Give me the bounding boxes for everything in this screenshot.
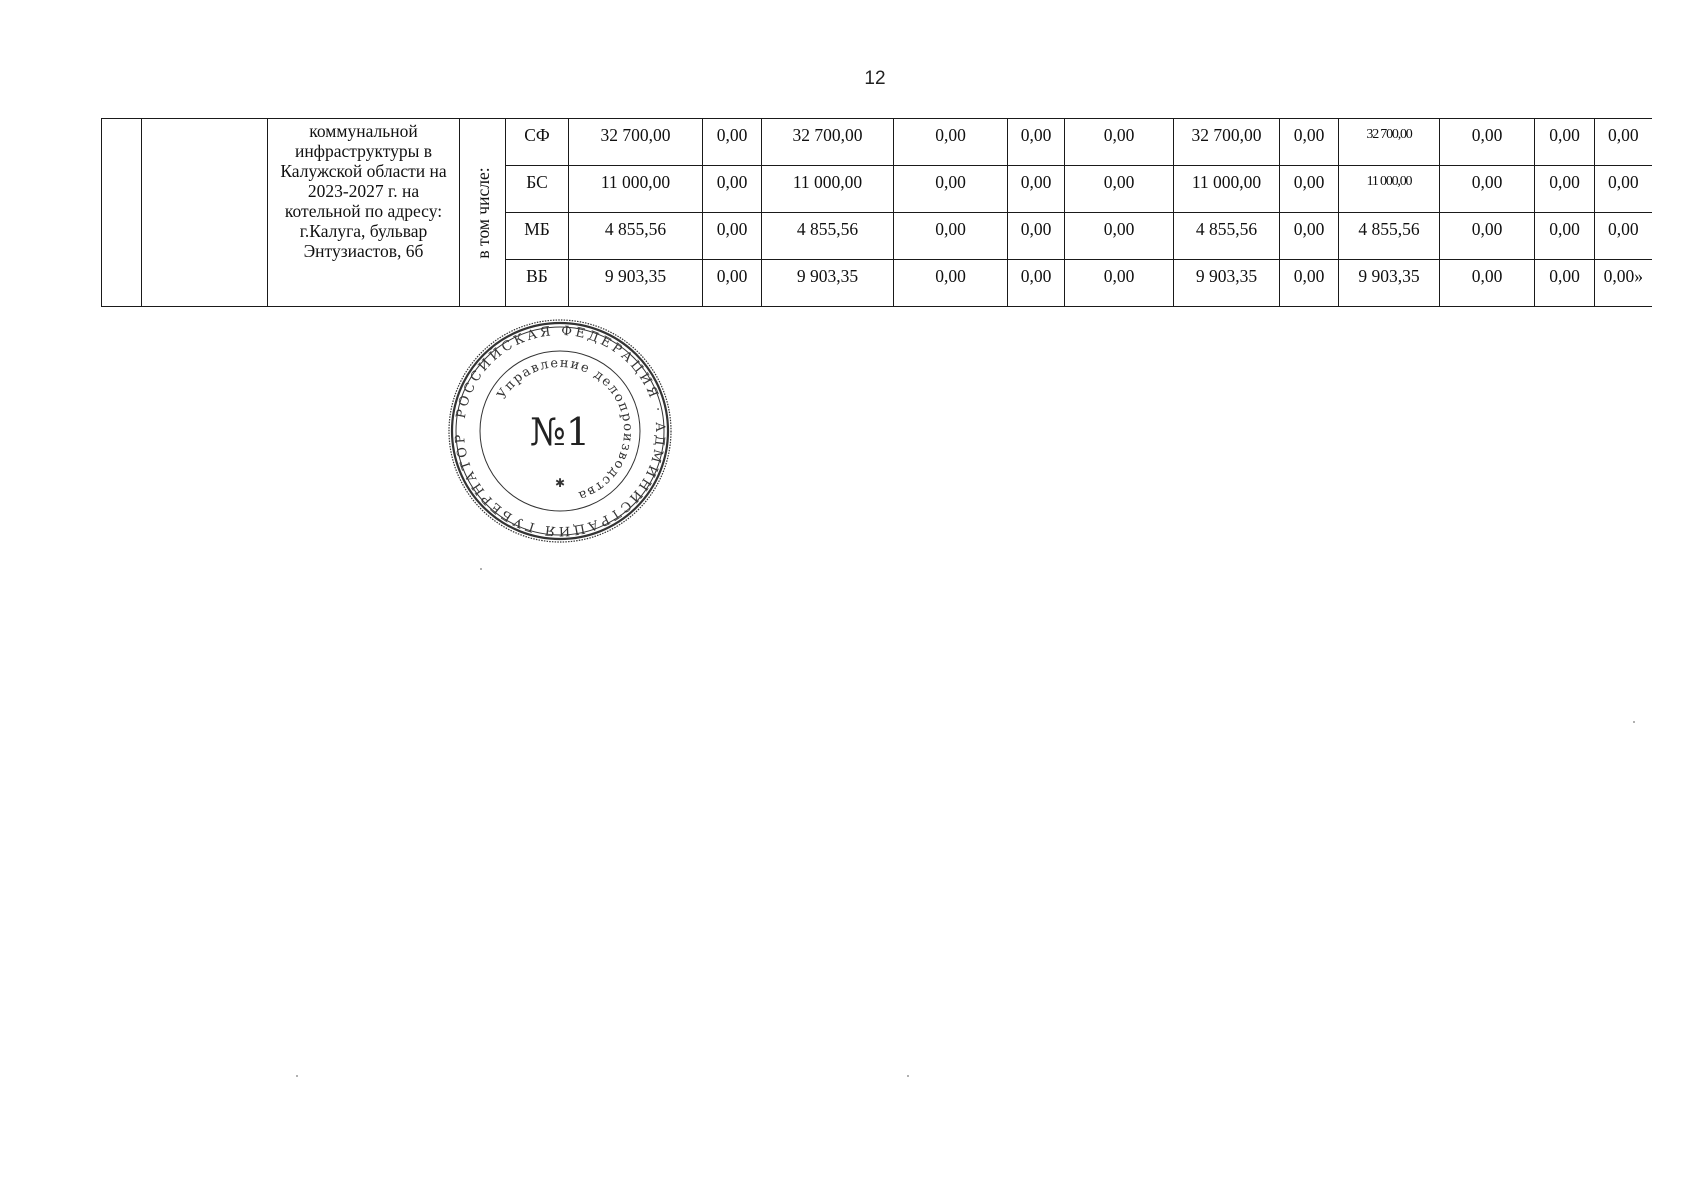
value-cell: 0,00 [1008, 260, 1065, 307]
scan-speck [296, 1075, 298, 1077]
value-cell: 0,00 [1280, 213, 1339, 260]
scan-speck [907, 1075, 909, 1077]
value-cell: 4 855,56 [762, 213, 894, 260]
official-seal [446, 317, 674, 545]
value-cell: 32 700,00 [1339, 119, 1440, 166]
value-cell: 0,00 [894, 119, 1008, 166]
financing-table [101, 118, 1652, 307]
value-cell: 0,00 [703, 213, 762, 260]
value-cell: 9 903,35 [569, 260, 703, 307]
value-cell: 0,00 [894, 166, 1008, 213]
seal-inner-text: Управление делопроизводства [494, 355, 636, 504]
value-cell: 11 000,00 [762, 166, 894, 213]
seal-stamp-icon [446, 317, 674, 545]
value-cell: 4 855,56 [1174, 213, 1280, 260]
value-cell: 0,00 [1595, 119, 1652, 166]
value-cell: 11 000,00 [569, 166, 703, 213]
value-cell: 0,00 [703, 260, 762, 307]
value-cell: 0,00 [1008, 166, 1065, 213]
value-cell: 4 855,56 [1339, 213, 1440, 260]
value-cell: 0,00 [1535, 119, 1595, 166]
value-cell: 0,00» [1595, 260, 1652, 307]
page-number: 12 [864, 68, 886, 89]
table-row [102, 119, 1652, 166]
source-label: МБ [506, 213, 569, 260]
value-cell: 32 700,00 [569, 119, 703, 166]
value-cell: 0,00 [1008, 213, 1065, 260]
value-cell: 0,00 [894, 213, 1008, 260]
value-cell: 0,00 [1535, 260, 1595, 307]
value-cell: 0,00 [1065, 119, 1174, 166]
value-cell: 0,00 [1065, 260, 1174, 307]
scan-speck [1633, 721, 1635, 723]
value-cell: 0,00 [1535, 213, 1595, 260]
value-cell: 0,00 [1280, 166, 1339, 213]
value-cell: 0,00 [1065, 213, 1174, 260]
value-cell: 0,00 [1280, 119, 1339, 166]
value-cell: 0,00 [1065, 166, 1174, 213]
source-label: БС [506, 166, 569, 213]
value-cell: 0,00 [1440, 260, 1535, 307]
value-cell: 0,00 [703, 166, 762, 213]
scan-speck [480, 568, 482, 570]
seal-outer-text: РОССИЙСКАЯ ФЕДЕРАЦИЯ · АДМИНИСТРАЦИЯ ГУБЕРНАТОР [452, 323, 668, 539]
value-cell: 0,00 [1440, 119, 1535, 166]
value-cell: 0,00 [1440, 213, 1535, 260]
value-cell: 9 903,35 [1339, 260, 1440, 307]
in-total-label: в том числе: [460, 119, 506, 307]
empty-cell-2 [142, 119, 268, 307]
source-label: ВБ [506, 260, 569, 307]
seal-star-icon: ✱ [554, 476, 566, 490]
value-cell: 11 000,00 [1339, 166, 1440, 213]
value-cell: 0,00 [703, 119, 762, 166]
value-cell: 0,00 [1595, 166, 1652, 213]
empty-cell-1 [102, 119, 142, 307]
value-cell: 0,00 [894, 260, 1008, 307]
value-cell: 0,00 [1595, 213, 1652, 260]
value-cell: 0,00 [1535, 166, 1595, 213]
seal-center-number: №1 [529, 410, 591, 454]
value-cell: 9 903,35 [1174, 260, 1280, 307]
value-cell: 32 700,00 [762, 119, 894, 166]
value-cell: 0,00 [1280, 260, 1339, 307]
source-label: СФ [506, 119, 569, 166]
value-cell: 11 000,00 [1174, 166, 1280, 213]
value-cell: 0,00 [1008, 119, 1065, 166]
measure-description: коммунальной инфраструктуры в Калужской области на 2023-2027 г. на котельной по адресу: г.Калуга, бульвар Энтузиастов, 6б [268, 119, 460, 307]
value-cell: 0,00 [1440, 166, 1535, 213]
value-cell: 4 855,56 [569, 213, 703, 260]
value-cell: 9 903,35 [762, 260, 894, 307]
value-cell: 32 700,00 [1174, 119, 1280, 166]
